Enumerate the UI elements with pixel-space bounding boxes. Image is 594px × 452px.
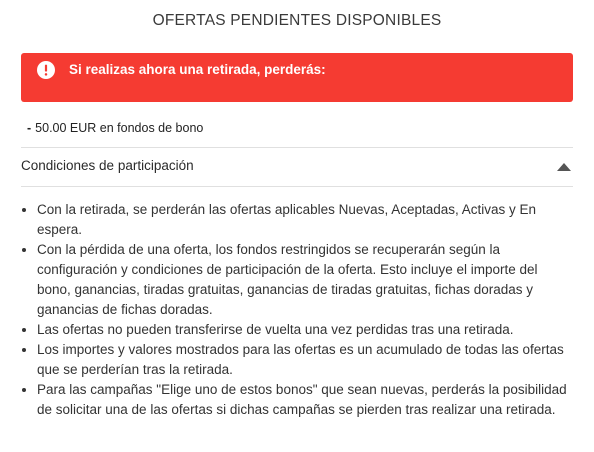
loss-amount: 50.00 EUR en fondos de bono xyxy=(35,121,204,135)
conditions-list xyxy=(21,200,573,420)
caret-up-icon[interactable] xyxy=(557,162,571,171)
condition-item: • Para las campañas "Elige uno de estos bonos" que sean nuevas, perderás la posibilidad de solicitar una de las ofertas si dichas campañas se pierden tras realizar una retirada. xyxy=(37,380,573,420)
conditions-toggle[interactable] xyxy=(21,148,573,186)
divider-bottom xyxy=(21,186,573,187)
condition-item: • Las ofertas no pueden transferirse de vuelta una vez perdidas tras una retirada. xyxy=(37,320,573,340)
page-title: OFERTAS PENDIENTES DISPONIBLES xyxy=(152,12,442,29)
loss-dash: - xyxy=(27,121,32,135)
loss-item xyxy=(27,121,203,135)
exclamation-circle-icon xyxy=(37,61,55,79)
conditions-label: Condiciones de participación xyxy=(21,158,194,173)
warning-text: Si realizas ahora una retirada, perderás: xyxy=(69,62,326,77)
warning-banner xyxy=(21,53,573,102)
condition-item: • Los importes y valores mostrados para las ofertas es un acumulado de todas las ofertas que se perderían tras la retirada. xyxy=(37,340,573,380)
condition-item: • Con la pérdida de una oferta, los fondos restringidos se recuperarán según la configuración y condiciones de participación de la oferta. Esto incluye el importe del bono, ganancias, tiradas gratuitas, ganancias de tiradas gratuitas, fichas doradas y ganancias de fichas doradas. xyxy=(37,240,573,320)
condition-item: • Con la retirada, se perderán las ofertas aplicables Nuevas, Aceptadas, Activas y En espera. xyxy=(37,200,573,240)
